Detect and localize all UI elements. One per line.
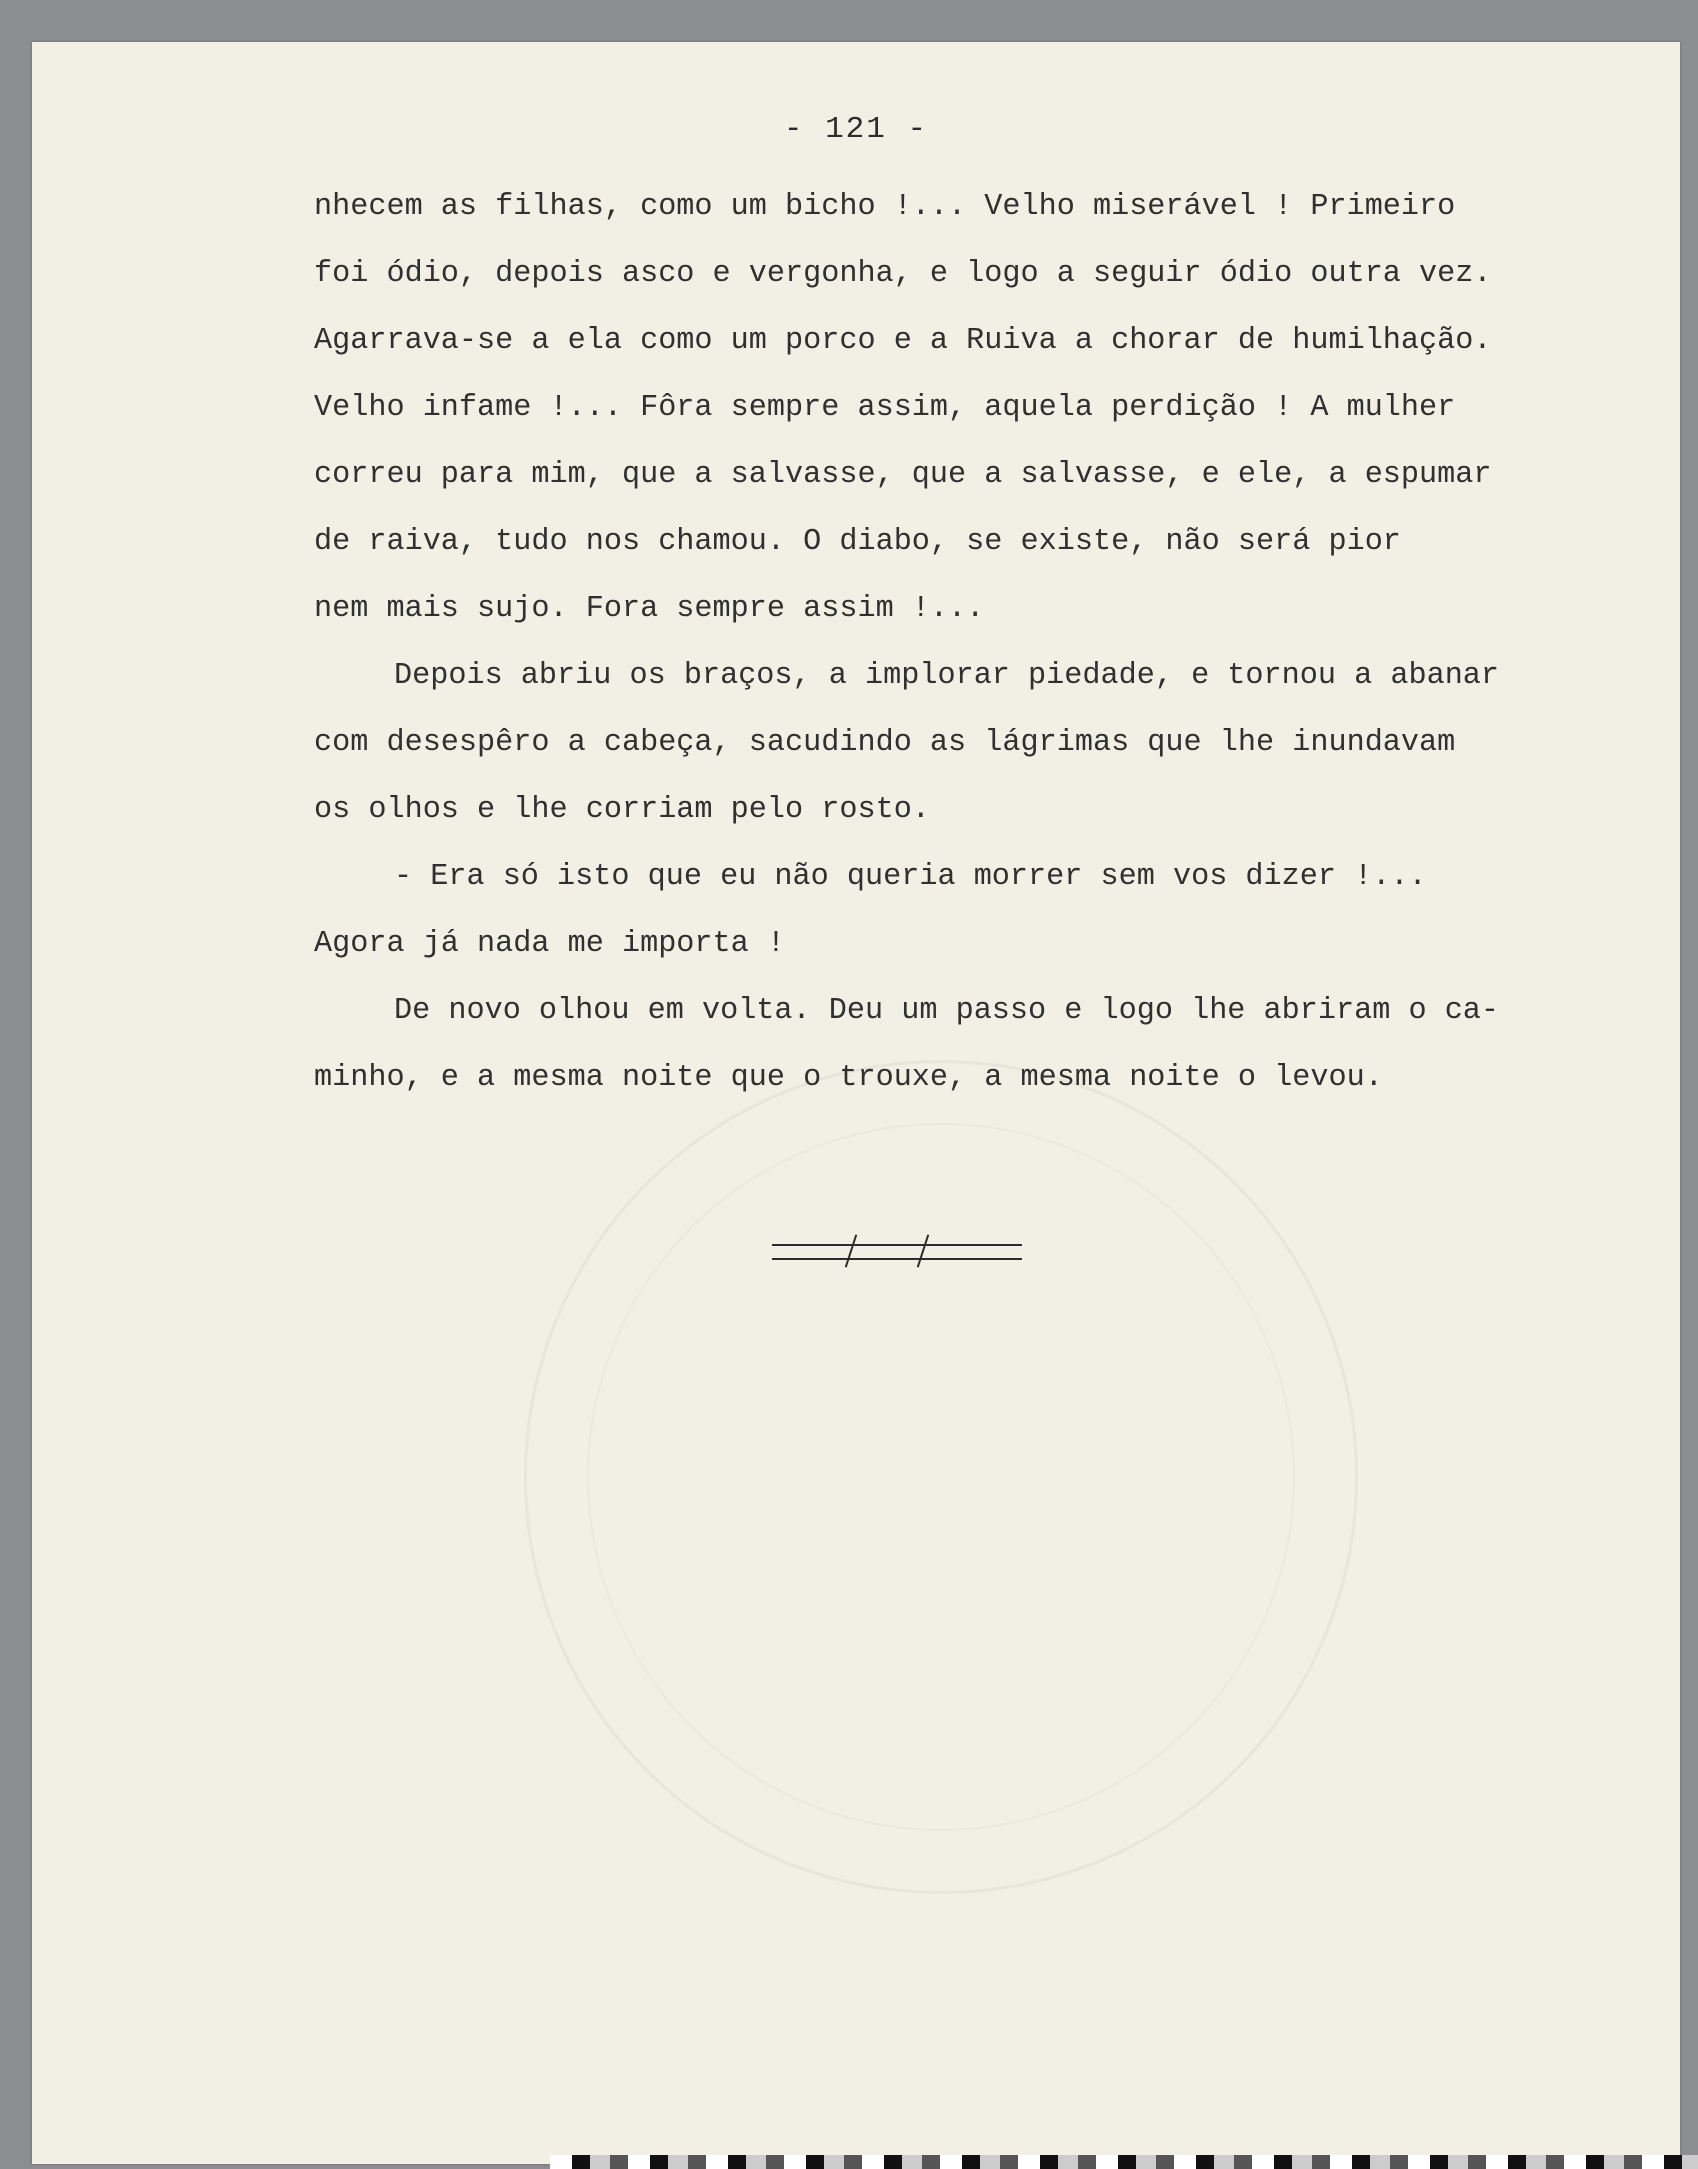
scan-color-calibration-bar <box>550 2155 1698 2169</box>
text-line: nem mais sujo. Fora sempre assim !... <box>314 592 985 626</box>
typewritten-page <box>32 42 1680 2164</box>
body-text <box>314 174 1674 1112</box>
text-line: correu para mim, que a salvasse, que a salvasse, e ele, a espumar <box>314 458 1492 492</box>
faint-circular-stamp <box>524 1060 1358 1894</box>
text-line: Velho infame !... Fôra sempre assim, aquela perdição ! A mulher <box>314 391 1456 425</box>
text-line: De novo olhou em volta. Deu um passo e logo lhe abriram o ca- <box>394 994 1500 1028</box>
page-number: - 121 - <box>783 112 929 147</box>
text-line: - Era só isto que eu não queria morrer sem vos dizer !... <box>394 860 1427 894</box>
end-of-chapter-mark <box>772 1232 1022 1272</box>
text-line: Agarrava-se a ela como um porco e a Ruiva a chorar de humilhação. <box>314 324 1492 358</box>
text-line: minho, e a mesma noite que o trouxe, a mesma noite o levou. <box>314 1061 1383 1095</box>
text-line: Depois abriu os braços, a implorar piedade, e tornou a abanar <box>394 659 1500 693</box>
text-line: foi ódio, depois asco e vergonha, e logo a seguir ódio outra vez. <box>314 257 1492 291</box>
text-line: nhecem as filhas, como um bicho !... Velho miserável ! Primeiro <box>314 190 1456 224</box>
text-line: Agora já nada me importa ! <box>314 927 786 961</box>
text-line: de raiva, tudo nos chamou. O diabo, se existe, não será pior <box>314 525 1401 559</box>
text-line: os olhos e lhe corriam pelo rosto. <box>314 793 930 827</box>
text-line: com desespêro a cabeça, sacudindo as lágrimas que lhe inundavam <box>314 726 1456 760</box>
